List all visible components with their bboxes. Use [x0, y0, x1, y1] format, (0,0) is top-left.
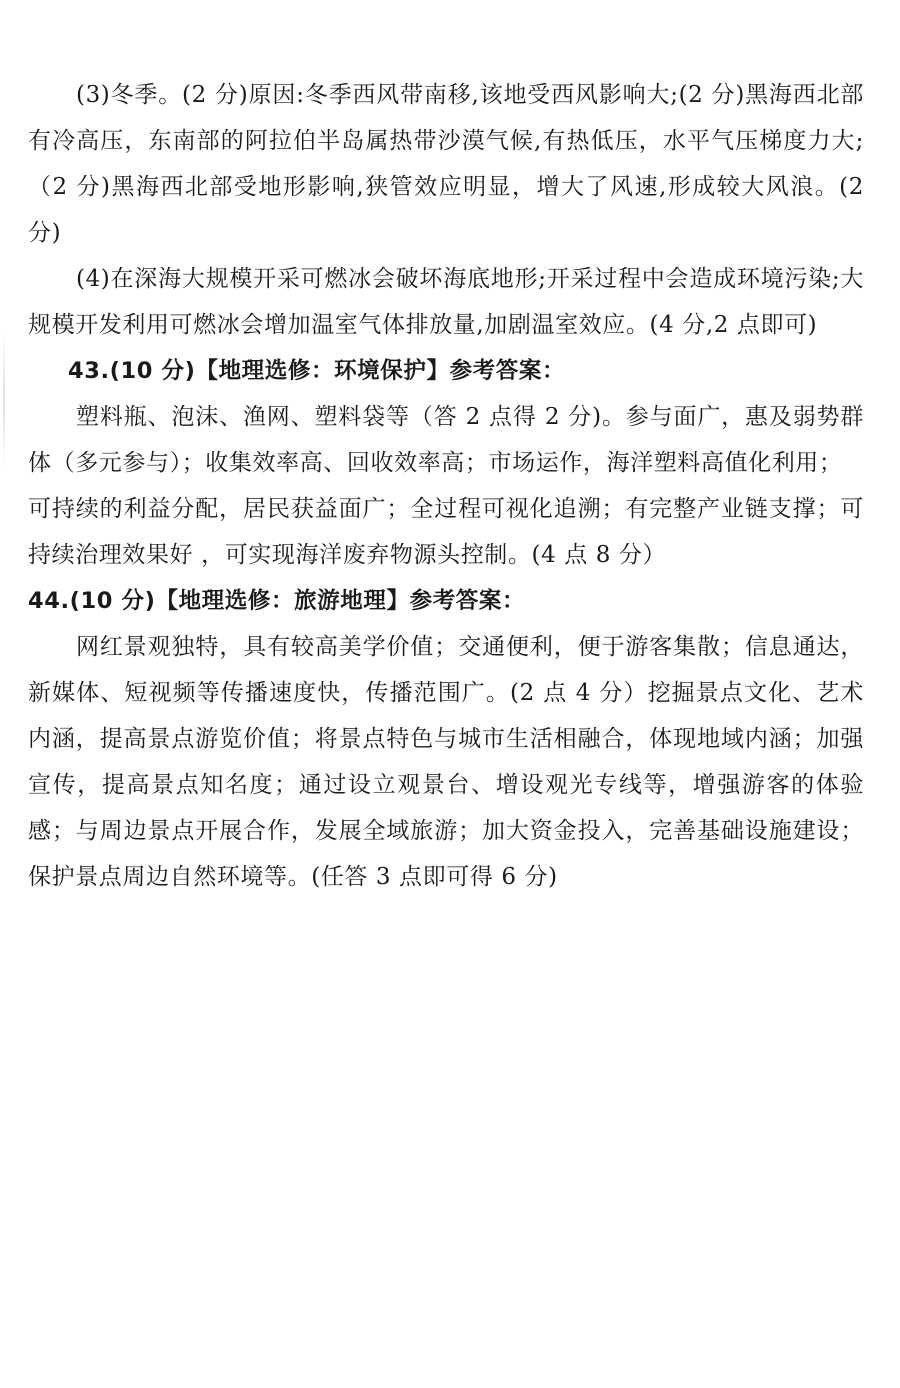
- q42-part4-answer: (4)在深海大规模开采可燃冰会破坏海底地形;开采过程中会造成环境污染;大规模开发利用可燃冰会增加温室气体排放量,加剧温室效应。(4 分,2 点即可): [28, 266, 864, 338]
- q43-answer-part1: 塑料瓶、泡沫、渔网、塑料袋等（答 2 点得 2 分)。参与面广，惠及弱势群体（多元参与）；收集效率高、回收效率高；市场运作，海洋塑料高值化利用；: [28, 404, 864, 476]
- scan-edge-shadow: [3, 330, 5, 470]
- q43-answer-part2: 可持续的利益分配，居民获益面广；全过程可视化追溯；有完整产业链支撑；可持续治理效果好 ，可实现海洋废弃物源头控制。(4 点 8 分）: [28, 496, 864, 568]
- q44-answer: 网红景观独特，具有较高美学价值；交通便利，便于游客集散；信息通达，新媒体、短视频等传播速度快，传播范围广。(2 点 4 分）挖掘景点文化、艺术内涵，提高景点游览价值；将景点特色与城市生活相融合，体现地域内涵；加强宣传，提高景点知名度；通过设立观景台、增设观光专线等，增强游客的体验感；与周边景点开展合作，发展全域旅游；加大资金投入，完善基础设施建设；保护景点周边自然环境等。(任答 3 点即可得 6 分): [28, 634, 864, 890]
- q43-heading: 43.(10 分)【地理选修：环境保护】参考答案：: [68, 358, 566, 384]
- answer-document: [28, 72, 864, 900]
- q44-heading: 44.(10 分)【地理选修：旅游地理】参考答案：: [28, 588, 526, 614]
- q42-part3-answer: (3)冬季。(2 分)原因:冬季西风带南移,该地受西风影响大;(2 分)黑海西北部有冷高压，东南部的阿拉伯半岛属热带沙漠气候,有热低压，水平气压梯度力大;（2 分)黑海西北部受地形影响,狭管效应明显，增大了风速,形成较大风浪。(2 分): [28, 82, 864, 246]
